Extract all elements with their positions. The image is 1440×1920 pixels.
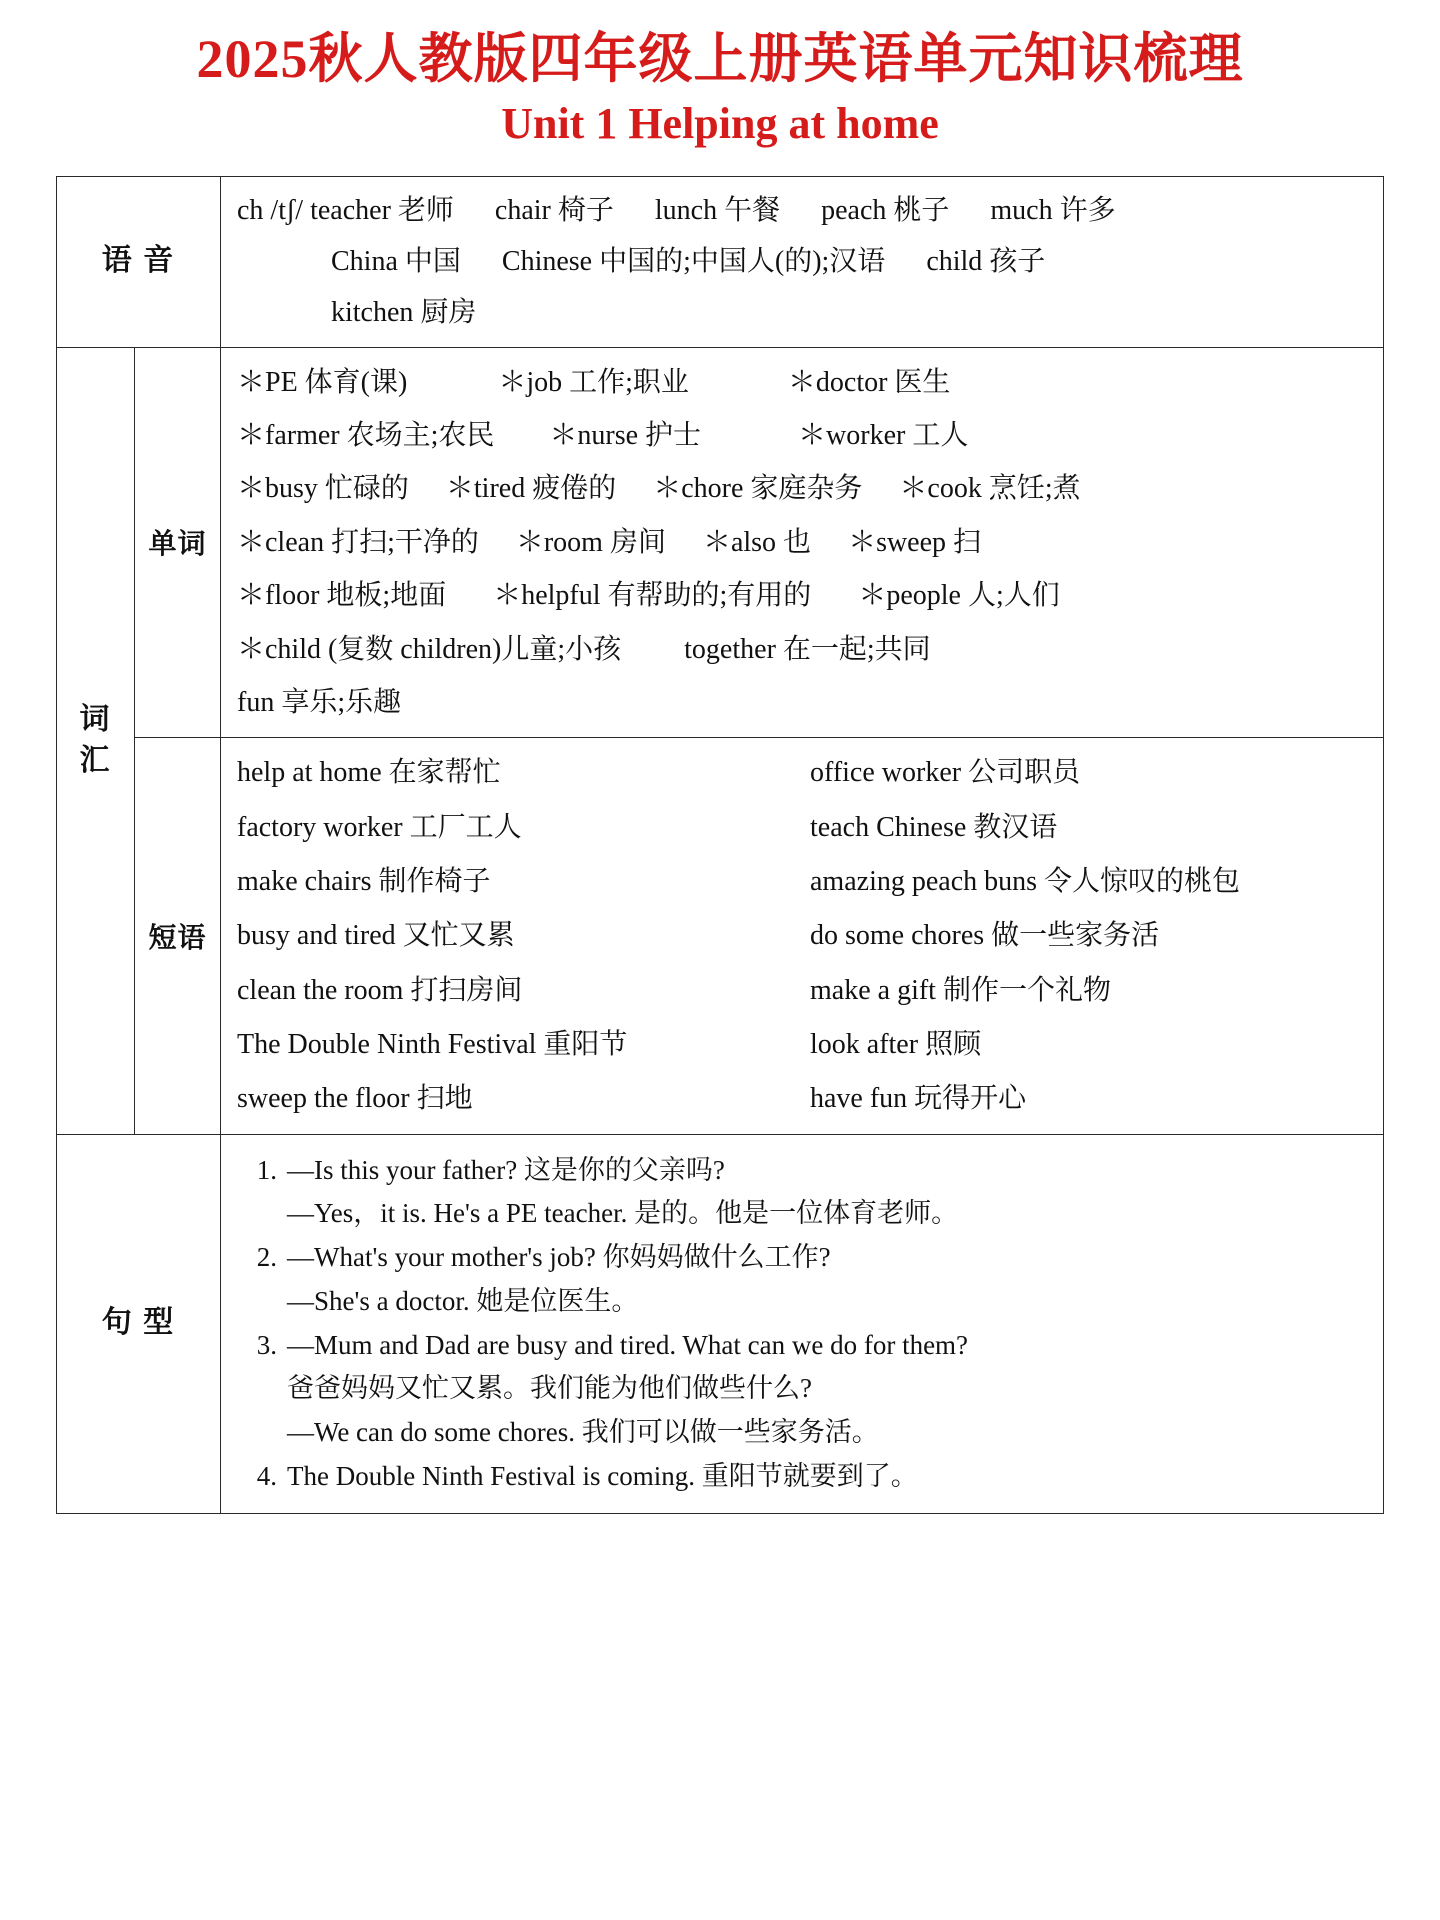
word-line [231,516,1373,569]
row-label-phrases: 短语 [135,738,221,1135]
phrase-item: make a gift 制作一个礼物 [810,974,1111,1006]
phonics-line [231,236,1373,287]
phrase-item: busy and tired 又忙又累 [237,920,515,952]
row-label-phonics: 语 音 [57,176,221,347]
word-line [231,676,1373,729]
document-title [56,28,1384,150]
table-row-words [57,347,1384,738]
sentence-number: 1. [256,1154,277,1185]
phonics-item: chair 椅子 [494,194,614,226]
phrase-item: look after 照顾 [810,1029,982,1061]
word-line [231,356,1373,409]
table-row-phonics [57,176,1384,347]
sentence-text: —Yes，it is. He's a PE teacher. 是的。他是一位体育老师。 [287,1198,959,1229]
phonics-cell [221,176,1384,347]
sentence-item [233,1236,1373,1280]
phonics-item: ch /tʃ/ teacher 老师 [237,194,454,226]
word-line [231,409,1373,462]
sentence-number: 3. [256,1329,277,1360]
sentence-number: 2. [256,1242,277,1273]
knowledge-table [56,176,1384,1514]
word-item: ＊helpful 有帮助的;有用的 [493,580,812,612]
page-subtitle: Unit 1 Helping at home [501,98,939,148]
word-item: ＊people 人;人们 [858,580,1060,612]
word-line [231,623,1373,676]
word-item: ＊also 也 [702,526,812,558]
phrase-item: have fun 玩得开心 [810,1083,1027,1115]
word-item: fun 享乐;乐趣 [237,686,402,718]
phonics-line [231,185,1373,236]
word-item: ＊PE 体育(课) [237,366,408,398]
sentence-text: 爸爸妈妈又忙又累。我们能为他们做些什么? [287,1373,812,1404]
row-label-vocabulary: 词 汇 [57,347,135,1134]
phrase-item: help at home 在家帮忙 [237,757,501,789]
words-cell [221,347,1384,738]
phrase-item: teach Chinese 教汉语 [810,811,1058,843]
word-item: ＊chore 家庭杂务 [653,473,863,505]
sentence-item [233,1149,1373,1193]
sentence-text: —She's a doctor. 她是位医生。 [287,1285,639,1316]
row-label-sentences: 句 型 [57,1134,221,1513]
phonics-item: Chinese 中国的;中国人(的);汉语 [501,245,886,277]
word-item: ＊worker 工人 [798,420,969,452]
word-item: ＊cook 烹饪;煮 [899,473,1081,505]
phrase-item: office worker 公司职员 [810,757,1081,789]
phrase-item: The Double Ninth Festival 重阳节 [237,1029,628,1061]
word-item: ＊sweep 扫 [848,526,982,558]
phrase-item: make chairs 制作椅子 [237,865,491,897]
phrase-item: sweep the floor 扫地 [237,1083,473,1115]
word-item: ＊job 工作;职业 [498,366,689,398]
phonics-item: lunch 午餐 [654,194,781,226]
word-item: ＊child (复数 children)儿童;小孩 [237,633,622,665]
phonics-item: child 孩子 [926,245,1046,277]
word-line [231,462,1373,515]
word-item: ＊farmer 农场主;农民 [237,420,495,452]
word-item: ＊clean 打扫;干净的 [237,526,479,558]
sentence-item [233,1455,1373,1499]
word-item: ＊tired 疲倦的 [445,473,617,505]
word-line [231,569,1373,622]
sentence-item [233,1324,1373,1368]
phrase-item: factory worker 工厂工人 [237,811,522,843]
word-item: ＊nurse 护士 [549,420,702,452]
table-row-phrases [57,738,1384,1135]
word-item: ＊busy 忙碌的 [237,473,409,505]
phrase-grid [231,746,1373,1126]
sentence-text: —Mum and Dad are busy and tired. What can we do for them? [287,1329,969,1360]
sentence-text: —We can do some chores. 我们可以做一些家务活。 [287,1417,879,1448]
sentence-list [231,1143,1373,1505]
table-row-sentences [57,1134,1384,1513]
phonics-item: China 中国 [331,245,461,277]
word-item: ＊room 房间 [515,526,666,558]
sentence-text: —What's your mother's job? 你妈妈做什么工作? [287,1242,831,1273]
sentence-number: 4. [256,1460,277,1491]
phrase-item: do some chores 做一些家务活 [810,920,1160,952]
page-title: 2025秋人教版四年级上册英语单元知识梳理 [196,29,1244,89]
sentence-text: The Double Ninth Festival is coming. 重阳节就要到了。 [287,1460,918,1491]
phonics-item: kitchen 厨房 [331,297,477,329]
phrase-item: clean the room 打扫房间 [237,974,523,1006]
row-label-words: 单词 [135,347,221,738]
sentences-cell [221,1134,1384,1513]
sentence-text: —Is this your father? 这是你的父亲吗? [287,1154,725,1185]
phonics-item: peach 桃子 [821,194,950,226]
phrase-item: amazing peach buns 令人惊叹的桃包 [810,865,1241,897]
phonics-line [231,287,1373,338]
word-item: ＊doctor 医生 [787,366,951,398]
word-item: ＊floor 地板;地面 [237,580,447,612]
word-item: together 在一起;共同 [684,633,931,665]
phrases-cell [221,738,1384,1135]
phonics-item: much 许多 [990,194,1116,226]
